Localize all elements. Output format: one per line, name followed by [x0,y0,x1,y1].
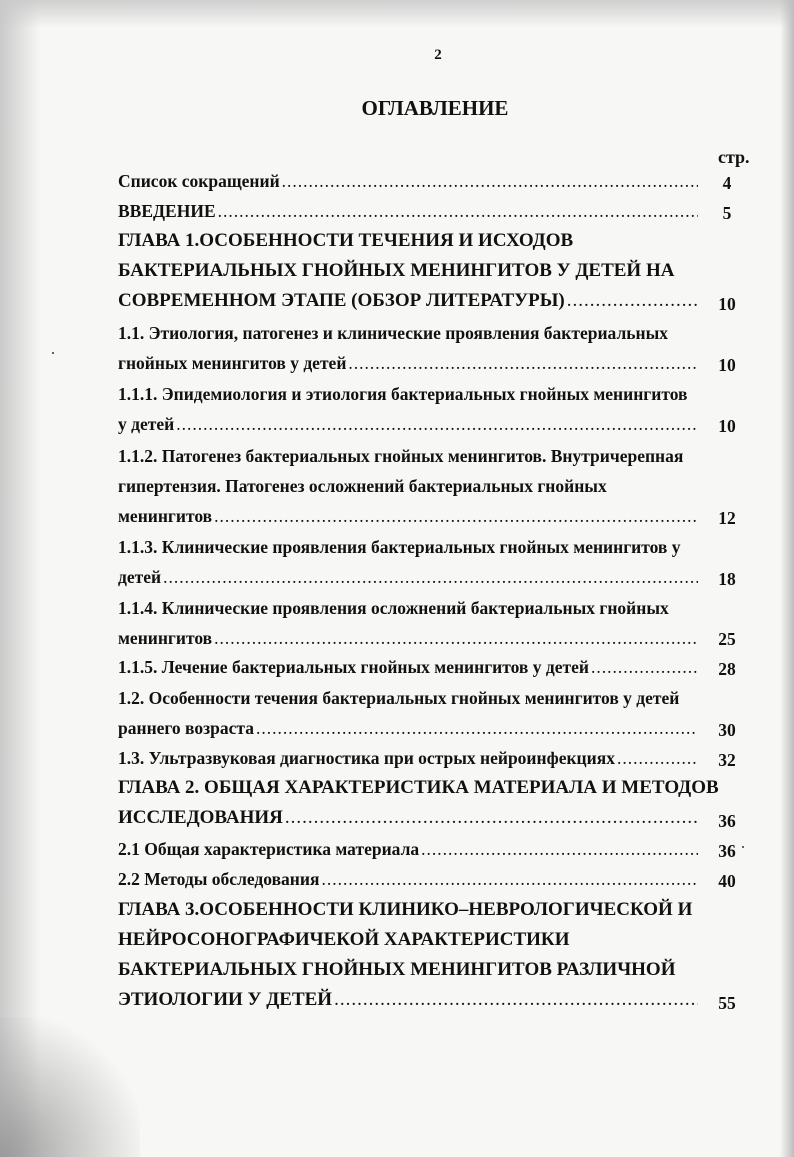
toc-entry-text: ГЛАВА 2. ОБЩАЯ ХАРАКТЕРИСТИКА МАТЕРИАЛА И МЕТОДОВ [118,777,719,798]
toc-entry-chapter [118,773,719,833]
toc-entry [118,834,698,864]
toc-page-number: 18 [718,569,736,589]
toc-entry-text: НЕЙРОСОНОГРАФИЧЕКОЙ ХАРАКТЕРИСТИКИ [118,929,570,950]
leader-dots [282,166,698,196]
toc-entry-text: гнойных менингитов у детей [118,353,347,373]
toc-entry-text: 2.2 Методы обследования [118,869,320,889]
page-number: 2 [434,47,442,63]
toc-entry-text: 1.1.4. Клинические проявления осложнений бактериальных гнойных [118,598,669,618]
toc-entry-text: БАКТЕРИАЛЬНЫХ ГНОЙНЫХ МЕНИНГИТОВ РАЗЛИЧНОЙ [118,959,676,980]
toc-entry-text: 1.2. Особенности течения бактериальных гнойных менингитов у детей [118,688,680,708]
page-column-label: стр. [718,147,750,167]
leader-dots [256,713,698,743]
toc-page-number: 10 [718,294,736,314]
toc-entry-text: менингитов [118,506,213,526]
toc-page-number: 36 [718,841,736,861]
toc-page-number: 40 [718,871,736,891]
toc-entry-text: у детей [118,414,175,434]
toc-page-number: 4 [722,173,732,193]
toc-entry-text: ЭТИОЛОГИИ У ДЕТЕЙ [118,989,333,1010]
leader-dots [348,348,698,378]
leader-dots [285,803,698,833]
toc-page-number: 10 [718,355,736,375]
toc-page-number: 30 [718,720,736,740]
toc-entry-text: ГЛАВА 1.ОСОБЕННОСТИ ТЕЧЕНИЯ И ИСХОДОВ [118,230,574,251]
toc-entry-text: ИССЛЕДОВАНИЯ [118,807,283,828]
toc-entry [118,743,698,773]
toc-entry [118,379,698,439]
toc-entry [118,441,698,531]
toc-entry-text: СОВРЕМЕННОМ ЭТАПЕ (ОБЗОР ЛИТЕРАТУРЫ) [118,290,565,311]
toc-page-number: 12 [718,508,736,528]
leader-dots [176,409,698,439]
toc-entry [118,532,698,592]
toc-page-number: 55 [718,993,736,1013]
toc-page-number: 10 [718,416,736,436]
toc-entry-text: раннего возраста [118,718,254,738]
toc-entry-text: гипертензия. Патогенез осложнений бактериальных гнойных [118,476,607,496]
scan-speck [52,352,54,354]
leader-dots [321,864,698,894]
toc-entry-text: 1.1.1. Эпидемиология и этиология бактериальных гнойных менингитов [118,384,688,404]
leader-dots [214,623,698,653]
toc-entry-chapter [118,895,698,1015]
toc-page-number: 28 [718,659,736,679]
toc-entry [118,196,698,226]
scan-corner-shadow [0,1017,140,1157]
toc-page-number: 36 [718,811,736,831]
toc-entry [118,166,698,196]
leader-dots [334,985,698,1015]
toc-entry-text: 1.1. Этиология, патогенез и клинические проявления бактериальных [118,323,669,343]
toc-entry [118,652,698,682]
toc-entry-text: 1.1.3. Клинические проявления бактериальных гнойных менингитов у [118,537,681,557]
toc-page-number: 25 [718,629,736,649]
toc-entry-text: 1.1.5. Лечение бактериальных гнойных менингитов у детей [118,657,589,677]
toc-entry [118,683,698,743]
toc-entry-text: 2.1 Общая характеристика материала [118,839,420,859]
toc-entry-text: ВВЕДЕНИЕ [118,201,216,221]
toc-entry-chapter [118,226,698,316]
scan-edge-top [0,0,794,28]
leader-dots [218,196,698,226]
leader-dots [163,562,698,592]
toc-entry [118,593,698,653]
toc-page-number: 5 [722,203,732,223]
toc-entry-text: 1.3. Ультразвуковая диагностика при острых нейроинфекциях [118,748,615,768]
toc-entry-text: БАКТЕРИАЛЬНЫХ ГНОЙНЫХ МЕНИНГИТОВ У ДЕТЕЙ НА [118,260,675,281]
page-title: ОГЛАВЛЕНИЕ [361,96,509,120]
toc-entry-text: ГЛАВА 3.ОСОБЕННОСТИ КЛИНИКО–НЕВРОЛОГИЧЕСКОЙ И [118,899,693,920]
toc-page-number: 32 [718,750,736,770]
scan-edge-right [780,0,794,1157]
leader-dots [617,743,698,773]
leader-dots [591,652,698,682]
scan-edge-left [0,0,40,1157]
leader-dots [421,834,698,864]
leader-dots [214,501,698,531]
scan-speck [742,846,744,848]
toc-entry-text: менингитов [118,628,213,648]
toc-entry-text: детей [118,567,162,587]
toc-entry [118,318,698,378]
toc-entry-text: Список сокращений [118,171,280,191]
leader-dots [567,286,698,316]
toc-entry-text: 1.1.2. Патогенез бактериальных гнойных менингитов. Внутричерепная [118,446,684,466]
toc-entry [118,864,698,894]
